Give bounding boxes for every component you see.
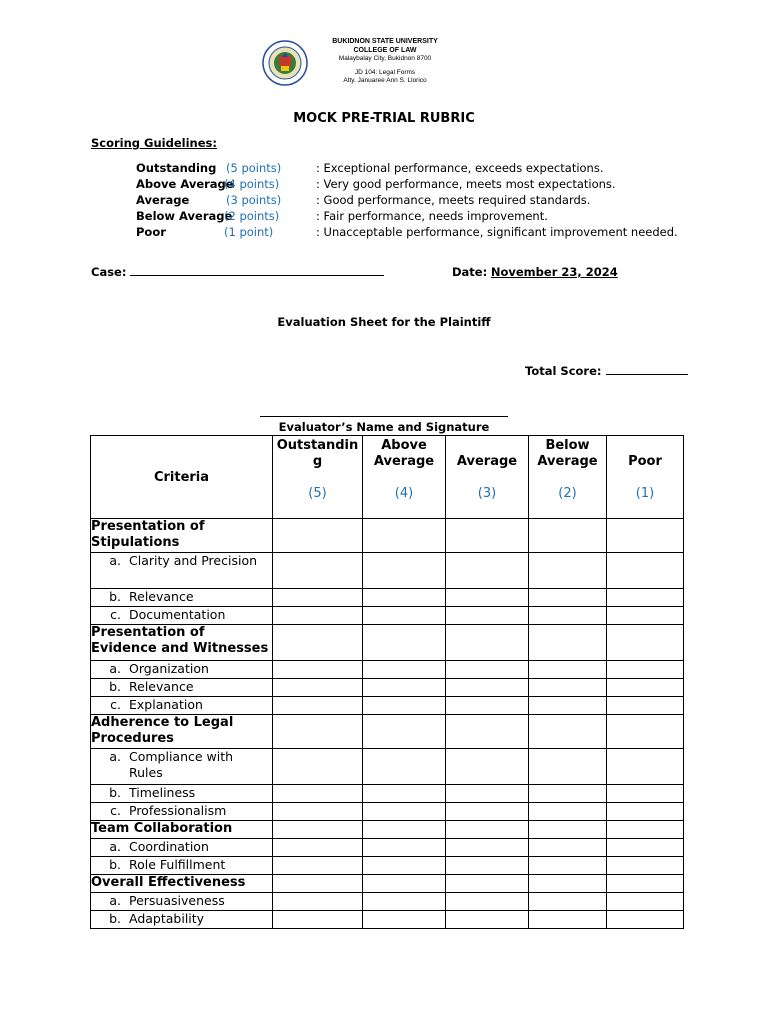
level-label: Outstanding <box>136 161 217 175</box>
level-description: : Unacceptable performance, significant improvement needed. <box>316 225 678 239</box>
level-description: : Exceptional performance, exceeds expectations. <box>316 161 604 175</box>
criterion-cell <box>91 661 273 679</box>
criterion-row <box>91 839 684 857</box>
score-cell[interactable] <box>446 661 529 679</box>
score-cell[interactable] <box>446 553 529 589</box>
total-score-field[interactable] <box>525 364 688 378</box>
level-points: (3 points) <box>226 193 282 207</box>
level-points: (2 points) <box>224 209 280 223</box>
score-cell[interactable] <box>446 875 529 893</box>
criterion-letter: a. <box>109 661 121 676</box>
score-cell[interactable] <box>446 679 529 697</box>
column-header-below-average <box>529 436 607 519</box>
score-cell[interactable] <box>363 911 446 929</box>
category-label: Presentation of Evidence and Witnesses <box>91 625 273 661</box>
score-cell[interactable] <box>529 679 607 697</box>
criterion-label: Explanation <box>129 697 203 712</box>
category-label: Presentation of Stipulations <box>91 519 273 553</box>
column-points: (4) <box>394 486 414 501</box>
column-points: (1) <box>635 486 655 501</box>
score-cell[interactable] <box>363 857 446 875</box>
criterion-label: Role Fulfillment <box>129 857 226 872</box>
column-label: Outstandin g <box>276 438 359 469</box>
criterion-row <box>91 589 684 607</box>
score-cell[interactable] <box>607 679 684 697</box>
criterion-row <box>91 661 684 679</box>
rubric-body <box>91 519 684 929</box>
criteria-header: Criteria <box>91 436 273 519</box>
score-cell[interactable] <box>273 519 363 553</box>
level-points: (5 points) <box>226 161 282 175</box>
scoring-row <box>0 209 768 225</box>
university-header <box>320 38 450 86</box>
level-description: : Very good performance, meets most expectations. <box>316 177 616 191</box>
level-description: : Fair performance, needs improvement. <box>316 209 548 223</box>
criterion-letter: a. <box>109 749 121 764</box>
column-header-above-average <box>363 436 446 519</box>
level-points: (4 points) <box>224 177 280 191</box>
score-cell[interactable] <box>273 661 363 679</box>
score-cell[interactable] <box>446 821 529 839</box>
criterion-label: Relevance <box>129 679 194 694</box>
category-row <box>91 715 684 749</box>
criterion-label: Persuasiveness <box>129 893 225 908</box>
score-cell[interactable] <box>607 911 684 929</box>
category-row <box>91 519 684 553</box>
score-cell[interactable] <box>607 785 684 803</box>
score-cell[interactable] <box>363 589 446 607</box>
score-cell[interactable] <box>446 519 529 553</box>
level-label: Above Average <box>136 177 234 191</box>
score-cell[interactable] <box>607 553 684 589</box>
score-cell[interactable] <box>273 749 363 785</box>
score-cell[interactable] <box>529 607 607 625</box>
score-cell[interactable] <box>273 553 363 589</box>
criterion-cell <box>91 839 273 857</box>
score-cell[interactable] <box>273 821 363 839</box>
criterion-letter: a. <box>109 893 121 908</box>
category-row <box>91 821 684 839</box>
score-cell[interactable] <box>273 839 363 857</box>
score-cell[interactable] <box>446 715 529 749</box>
category-label: Overall Effectiveness <box>91 875 273 893</box>
signature-label: Evaluator’s Name and Signature <box>278 420 490 434</box>
column-points: (2) <box>558 486 577 501</box>
score-cell[interactable] <box>363 715 446 749</box>
column-header-average <box>446 436 529 519</box>
university-seal-logo <box>262 40 308 86</box>
criterion-row <box>91 857 684 875</box>
score-cell[interactable] <box>273 589 363 607</box>
score-cell[interactable] <box>363 749 446 785</box>
score-cell[interactable] <box>273 715 363 749</box>
column-label: Above Average <box>373 438 435 469</box>
score-cell[interactable] <box>273 893 363 911</box>
score-cell[interactable] <box>363 625 446 661</box>
criterion-cell <box>91 749 273 785</box>
score-cell[interactable] <box>363 875 446 893</box>
criterion-row <box>91 785 684 803</box>
column-header-outstanding <box>273 436 363 519</box>
criterion-label: Timeliness <box>129 785 196 800</box>
score-cell[interactable] <box>607 749 684 785</box>
criterion-row <box>91 553 684 589</box>
criterion-label: Professionalism <box>129 803 227 818</box>
score-cell[interactable] <box>529 839 607 857</box>
criterion-label: Relevance <box>129 589 194 604</box>
score-cell[interactable] <box>273 911 363 929</box>
criterion-label: Documentation <box>129 607 226 622</box>
scoring-row <box>0 177 768 193</box>
criterion-cell <box>91 679 273 697</box>
score-cell[interactable] <box>363 679 446 697</box>
date-field <box>452 265 618 279</box>
score-cell[interactable] <box>273 803 363 821</box>
score-cell[interactable] <box>529 697 607 715</box>
criterion-cell <box>91 803 273 821</box>
score-cell[interactable] <box>446 893 529 911</box>
score-cell[interactable] <box>363 553 446 589</box>
score-cell[interactable] <box>273 679 363 697</box>
score-cell[interactable] <box>529 749 607 785</box>
signature-line[interactable] <box>260 415 508 417</box>
score-cell[interactable] <box>273 875 363 893</box>
date-value: November 23, 2024 <box>490 265 618 279</box>
university-name: BUKIDNON STATE UNIVERSITY <box>332 38 438 45</box>
criterion-label: Organization <box>129 661 209 676</box>
instructor-name: Atty. Januaree Ann S. Llorico <box>343 77 427 84</box>
criterion-cell <box>91 607 273 625</box>
score-cell[interactable] <box>363 661 446 679</box>
score-cell[interactable] <box>446 607 529 625</box>
criterion-row <box>91 607 684 625</box>
score-cell[interactable] <box>363 803 446 821</box>
criterion-letter: b. <box>109 911 121 926</box>
criterion-letter: c. <box>110 697 121 712</box>
score-cell[interactable] <box>446 839 529 857</box>
category-label: Adherence to Legal Procedures <box>91 715 273 749</box>
criterion-row <box>91 749 684 785</box>
criterion-letter: c. <box>110 803 121 818</box>
criterion-letter: c. <box>110 607 121 622</box>
score-cell[interactable] <box>446 785 529 803</box>
criterion-cell <box>91 911 273 929</box>
score-cell[interactable] <box>607 519 684 553</box>
criterion-cell <box>91 553 273 589</box>
score-cell[interactable] <box>529 857 607 875</box>
address: Malaybalay City, Bukidnon 8700 <box>338 55 432 62</box>
scoring-row <box>0 193 768 209</box>
score-cell[interactable] <box>363 607 446 625</box>
score-cell[interactable] <box>446 857 529 875</box>
criterion-letter: b. <box>109 785 121 800</box>
column-points: (3) <box>477 486 497 501</box>
scoring-row <box>0 161 768 177</box>
criterion-cell <box>91 697 273 715</box>
case-label: Case: <box>91 265 127 279</box>
score-cell[interactable] <box>529 785 607 803</box>
rubric-table <box>90 435 684 929</box>
score-cell[interactable] <box>363 821 446 839</box>
score-cell[interactable] <box>607 839 684 857</box>
criterion-cell <box>91 785 273 803</box>
criterion-letter: a. <box>109 839 121 854</box>
document-title: MOCK PRE-TRIAL RUBRIC <box>293 111 475 126</box>
score-cell[interactable] <box>446 911 529 929</box>
score-cell[interactable] <box>529 875 607 893</box>
criterion-cell <box>91 589 273 607</box>
criterion-letter: b. <box>109 589 121 604</box>
scoring-guidelines-heading: Scoring Guidelines: <box>91 136 217 150</box>
score-cell[interactable] <box>529 821 607 839</box>
score-cell[interactable] <box>273 625 363 661</box>
criterion-letter: b. <box>109 857 121 872</box>
score-cell[interactable] <box>607 821 684 839</box>
criterion-row <box>91 697 684 715</box>
score-cell[interactable] <box>607 607 684 625</box>
score-cell[interactable] <box>529 911 607 929</box>
level-label: Below Average <box>136 209 233 223</box>
criterion-letter: b. <box>109 679 121 694</box>
score-cell[interactable] <box>529 519 607 553</box>
score-cell[interactable] <box>363 519 446 553</box>
score-cell[interactable] <box>363 697 446 715</box>
score-cell[interactable] <box>363 893 446 911</box>
score-cell[interactable] <box>273 697 363 715</box>
college-name: COLLEGE OF LAW <box>353 46 417 54</box>
score-cell[interactable] <box>607 589 684 607</box>
level-points: (1 point) <box>224 225 274 239</box>
score-cell[interactable] <box>529 661 607 679</box>
criterion-row <box>91 893 684 911</box>
category-row <box>91 625 684 661</box>
score-cell[interactable] <box>529 625 607 661</box>
column-label: Below Average <box>537 438 598 469</box>
score-cell[interactable] <box>446 803 529 821</box>
score-cell[interactable] <box>607 857 684 875</box>
score-cell[interactable] <box>446 589 529 607</box>
criterion-cell <box>91 857 273 875</box>
date-label: Date: <box>452 265 488 279</box>
column-label: Average <box>456 454 518 469</box>
level-description: : Good performance, meets required standards. <box>316 193 591 207</box>
score-cell[interactable] <box>273 857 363 875</box>
level-label: Average <box>136 193 190 207</box>
criterion-row <box>91 911 684 929</box>
score-cell[interactable] <box>607 803 684 821</box>
criterion-row <box>91 803 684 821</box>
score-cell[interactable] <box>446 749 529 785</box>
course-name: JD 104: Legal Forms <box>354 68 416 76</box>
score-cell[interactable] <box>529 803 607 821</box>
total-score-blank-line[interactable] <box>606 364 688 375</box>
category-label: Team Collaboration <box>91 821 273 839</box>
score-cell[interactable] <box>607 661 684 679</box>
evaluation-sheet-title: Evaluation Sheet for the Plaintiff <box>277 315 491 329</box>
score-cell[interactable] <box>607 893 684 911</box>
score-cell[interactable] <box>607 875 684 893</box>
level-label: Poor <box>136 225 166 239</box>
criterion-row <box>91 679 684 697</box>
score-cell[interactable] <box>273 785 363 803</box>
criterion-label: Coordination <box>129 839 209 854</box>
case-field[interactable] <box>91 265 384 279</box>
score-cell[interactable] <box>446 625 529 661</box>
criterion-letter: a. <box>109 553 121 568</box>
score-cell[interactable] <box>529 715 607 749</box>
category-row <box>91 875 684 893</box>
score-cell[interactable] <box>607 625 684 661</box>
criterion-cell <box>91 893 273 911</box>
score-cell[interactable] <box>363 839 446 857</box>
column-points: (5) <box>308 486 327 501</box>
total-score-label: Total Score: <box>525 364 602 378</box>
score-cell[interactable] <box>607 697 684 715</box>
scoring-row <box>0 225 768 241</box>
score-cell[interactable] <box>363 785 446 803</box>
case-blank-line[interactable] <box>130 265 384 276</box>
table-header-row <box>91 436 684 519</box>
criterion-label: Adaptability <box>129 911 205 926</box>
score-cell[interactable] <box>529 553 607 589</box>
criterion-label: Compliance with Rules <box>129 749 234 780</box>
score-cell[interactable] <box>607 715 684 749</box>
score-cell[interactable] <box>529 589 607 607</box>
score-cell[interactable] <box>446 697 529 715</box>
column-label: Poor <box>628 454 662 469</box>
score-cell[interactable] <box>529 893 607 911</box>
column-header-poor <box>607 436 684 519</box>
criterion-label: Clarity and Precision <box>129 553 258 568</box>
score-cell[interactable] <box>273 607 363 625</box>
